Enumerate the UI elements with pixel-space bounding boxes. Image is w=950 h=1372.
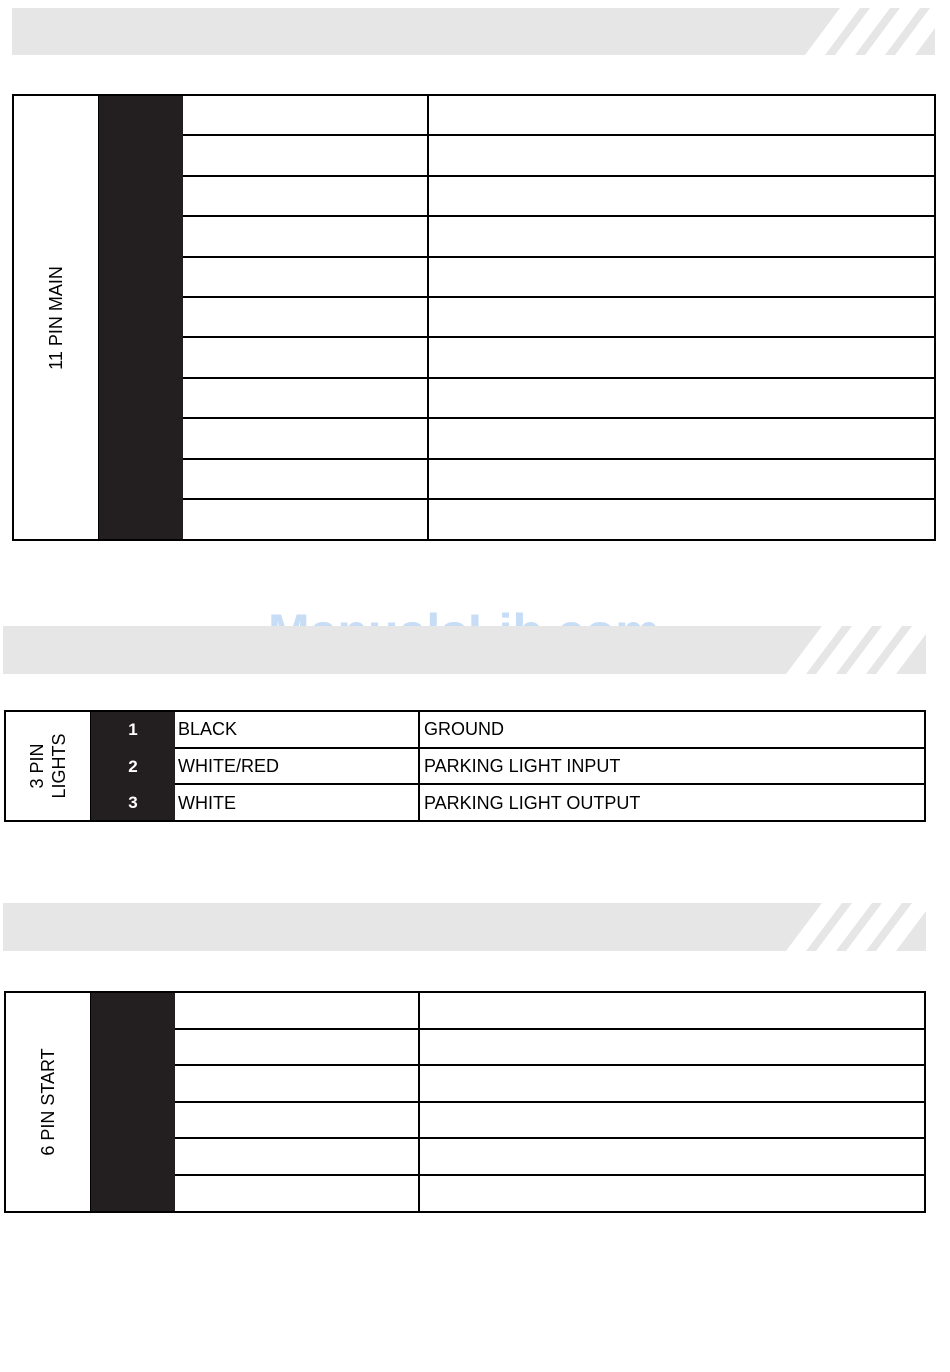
table-row [183,258,934,298]
stripes-decoration [785,8,935,55]
pin-number [99,136,183,176]
wire-color-cell [175,1139,420,1174]
pin-number [99,379,183,419]
wire-function-cell: PARKING LIGHT INPUT [424,755,621,776]
wire-function-cell: PARKING LIGHT OUTPUT [424,793,641,814]
table-row [183,217,934,257]
wire-function-cell [429,136,934,174]
wire-color-cell: WHITE [175,785,420,822]
lights-label-line2: LIGHTS [49,733,69,799]
wire-function-cell [429,96,934,134]
wire-color-cell [175,1103,420,1138]
lights-connector-table [4,710,926,822]
table-row [175,1103,924,1140]
wire-function-cell [429,177,934,215]
wire-color-cell [183,298,429,336]
pin-number [99,217,183,257]
section-banner-start [3,903,926,951]
table-row [183,298,934,338]
start-connector-table [4,991,926,1213]
table-row [183,177,934,217]
pin-number [91,993,175,1030]
wire-color-cell [175,1030,420,1065]
lights-label-line1: 3 PIN [27,743,47,789]
wire-function-cell [420,1030,924,1065]
pin-number: 2 [128,756,138,776]
pin-number [99,500,183,540]
wire-function-cell [420,1066,924,1101]
pin-number: 1 [128,720,138,739]
pin-number [99,298,183,338]
wire-color-cell [183,217,429,255]
table-row [175,1176,924,1213]
pin-number [91,1066,175,1103]
wire-color-cell [183,177,429,215]
table-row [183,136,934,176]
pin-number [99,419,183,459]
table-row [175,1030,924,1067]
table-row [183,460,934,500]
pin-number [91,1176,175,1213]
wire-function-cell: GROUND [424,718,504,739]
wire-color-cell [175,1066,420,1101]
section-banner-lights [3,626,926,674]
pin-number [99,177,183,217]
wire-color-cell [183,136,429,174]
lights-connector-label [26,733,70,798]
lights-connector-label-cell [6,712,91,820]
table-row [175,785,924,822]
wire-function-cell [420,993,924,1028]
wire-color-cell [183,258,429,296]
pin-number [99,338,183,378]
table-row [183,96,934,136]
wire-function-cell [420,1103,924,1138]
table-row [175,712,924,749]
main-connector-table [12,94,936,541]
wire-color-cell [183,96,429,134]
main-connector-label: 11 PIN MAIN [46,265,66,370]
stripes-decoration [776,903,926,951]
wire-color-cell [183,379,429,417]
wire-function-cell [429,419,934,457]
wire-color-cell [183,419,429,457]
table-row [183,379,934,419]
pin-number [91,1030,175,1067]
wire-function-cell [420,1176,924,1213]
table-row [175,1139,924,1176]
wire-color-cell [175,1176,420,1213]
wire-color-cell: BLACK [175,712,420,747]
main-connector-label-cell [14,96,99,539]
wire-function-cell [429,298,934,336]
table-row [175,993,924,1030]
wire-function-cell [429,338,934,376]
wire-color-cell [183,338,429,376]
pin-number [91,1139,175,1176]
start-connector-label-cell [6,993,91,1211]
pin-number [91,1103,175,1140]
wire-color-cell [183,460,429,498]
wire-color-cell: WHITE/RED [175,749,420,784]
pin-number [99,460,183,500]
table-row [183,419,934,459]
table-row [175,1066,924,1103]
section-banner-main [12,8,935,55]
wire-function-cell [429,379,934,417]
wire-function-cell [420,1139,924,1174]
table-row [175,749,924,786]
table-row [183,338,934,378]
start-connector-label: 6 PIN START [38,1048,58,1156]
wire-function-cell [429,258,934,296]
wire-color-cell [175,993,420,1028]
pin-number [99,96,183,136]
pin-number [99,258,183,298]
wire-color-cell [183,500,429,540]
stripes-decoration [776,626,926,674]
wire-function-cell [429,500,934,540]
wire-function-cell [429,217,934,255]
table-row [183,500,934,540]
pin-number: 3 [128,793,138,813]
wire-function-cell [429,460,934,498]
